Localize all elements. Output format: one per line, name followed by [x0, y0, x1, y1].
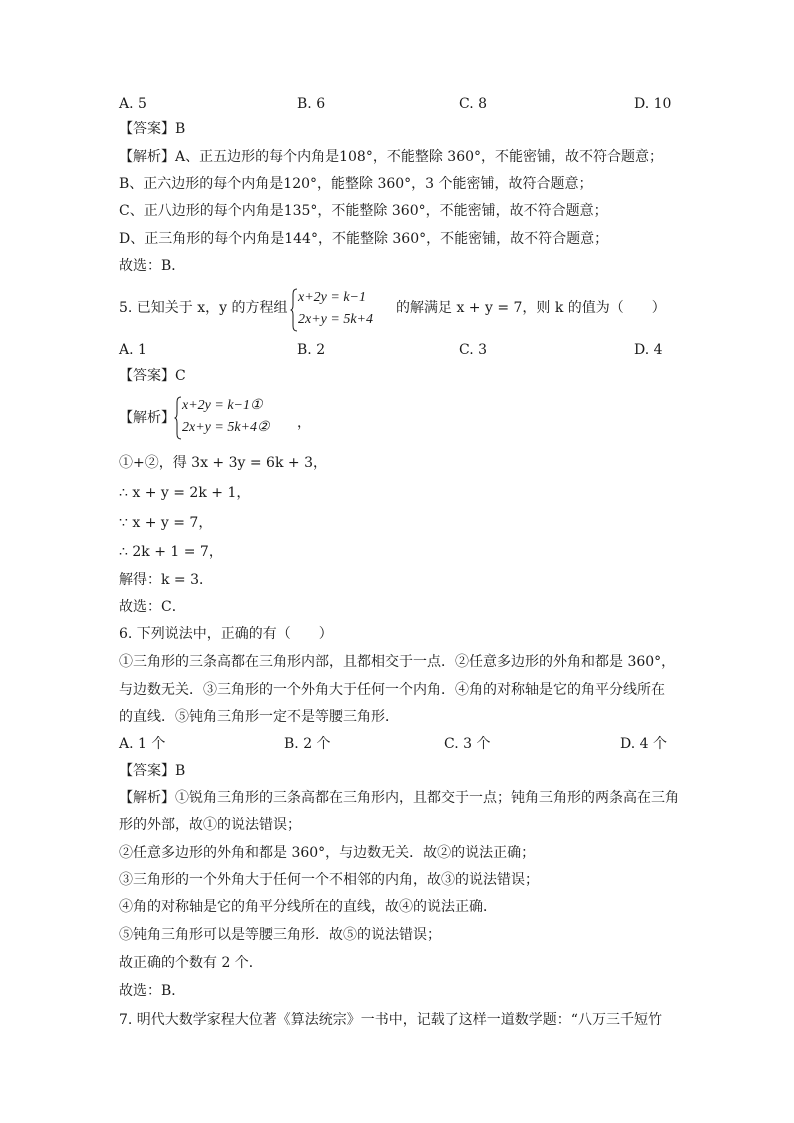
q6-option-c: C. 3 个	[444, 736, 491, 752]
brace-icon	[290, 288, 298, 332]
q4-option-d: D. 10	[634, 96, 672, 112]
q4-option-b: B. 6	[297, 96, 326, 112]
q5-step: ①+②，得 3x + 3y = 6k + 3，	[119, 455, 327, 471]
q6-analysis-line: ③三角形的一个外角大于任何一个不相邻的内角，故③的说法错误；	[119, 872, 539, 888]
q6-analysis-line: 【解析】①锐角三角形的三条高都在三角形内，且都交于一点；钝角三角形的两条高在三角	[119, 790, 679, 806]
q6-analysis-line: ④角的对称轴是它的角平分线所在的直线，故④的说法正确．	[119, 899, 497, 915]
q6-body-line: 与边数无关．③三角形的一个外角大于任何一个内角．④角的对称轴是它的角平分线所在	[119, 682, 665, 698]
q6-option-a: A. 1 个	[119, 736, 166, 752]
brace-icon	[174, 396, 182, 440]
q4-option-c: C. 8	[459, 96, 488, 112]
q6-analysis-line: ②任意多边形的外角和都是 360°，与边数无关．故②的说法正确；	[119, 845, 536, 861]
q7-stem: 7. 明代大数学家程大位著《算法统宗》一书中，记载了这样一道数学题：“八万三千短竹	[119, 1012, 662, 1028]
q5-step: ∴ x + y = 2k + 1，	[119, 485, 251, 501]
q4-answer: 【答案】B	[119, 121, 186, 137]
q5-step: ∵ x + y = 7，	[119, 515, 213, 531]
q5-analysis-comma: ，	[297, 415, 311, 431]
q4-analysis-line: D、正三角形的每个内角是144°，不能整除 360°，不能密铺，故不符合题意；	[119, 231, 609, 247]
q5-analysis-equation-2: 2x+y = 5k+4②	[182, 420, 270, 435]
q5-step: 解得：k = 3．	[119, 572, 214, 588]
q6-stem: 6. 下列说法中，正确的有（ ）	[119, 626, 333, 642]
q5-option-a: A. 1	[119, 342, 147, 358]
q6-analysis-line: 形的外部，故①的说法错误；	[119, 817, 301, 833]
q4-analysis-line: 【解析】A、正五边形的每个内角是108°，不能整除 360°，不能密铺，故不符合题意；	[119, 149, 664, 165]
q6-body-line: ①三角形的三条高都在三角形内部，且都相交于一点．②任意多边形的外角和都是 360°，	[119, 654, 676, 670]
q5-equation-2: 2x+y = 5k+4	[298, 312, 373, 327]
q5-step: ∴ 2k + 1 = 7，	[119, 544, 223, 560]
q5-option-b: B. 2	[297, 342, 326, 358]
q4-analysis-line: 故选：B．	[119, 258, 186, 274]
q5-equation-1: x+2y = k−1	[298, 290, 366, 305]
q6-option-d: D. 4 个	[620, 736, 667, 752]
q5-step: 故选：C．	[119, 599, 186, 615]
q5-stem-suffix: 的解满足 x + y = 7，则 k 的值为（ ）	[396, 300, 666, 316]
q6-analysis-line: 故选：B．	[119, 983, 186, 999]
q6-body-line: 的直线．⑤钝角三角形一定不是等腰三角形．	[119, 709, 399, 725]
q6-analysis-line: ⑤钝角三角形可以是等腰三角形．故⑤的说法错误；	[119, 927, 441, 943]
q5-analysis-equation-1: x+2y = k−1①	[182, 398, 263, 413]
q4-analysis-line: B、正六边形的每个内角是120°，能整除 360°，3 个能密铺，故符合题意；	[119, 176, 593, 192]
q4-analysis-line: C、正八边形的每个内角是135°，不能整除 360°，不能密铺，故不符合题意；	[119, 203, 608, 219]
q5-option-c: C. 3	[459, 342, 488, 358]
q6-analysis-line: 故正确的个数有 2 个．	[119, 955, 263, 971]
q5-option-d: D. 4	[634, 342, 663, 358]
q5-analysis-label: 【解析】	[119, 410, 175, 426]
q6-option-b: B. 2 个	[284, 736, 331, 752]
q5-answer: 【答案】C	[119, 368, 186, 384]
q6-answer: 【答案】B	[119, 763, 186, 779]
q5-equation-system	[290, 288, 400, 332]
q5-analysis-system	[174, 396, 304, 440]
q4-option-a: A. 5	[119, 96, 147, 112]
q5-stem-prefix: 5. 已知关于 x，y 的方程组	[119, 300, 288, 316]
